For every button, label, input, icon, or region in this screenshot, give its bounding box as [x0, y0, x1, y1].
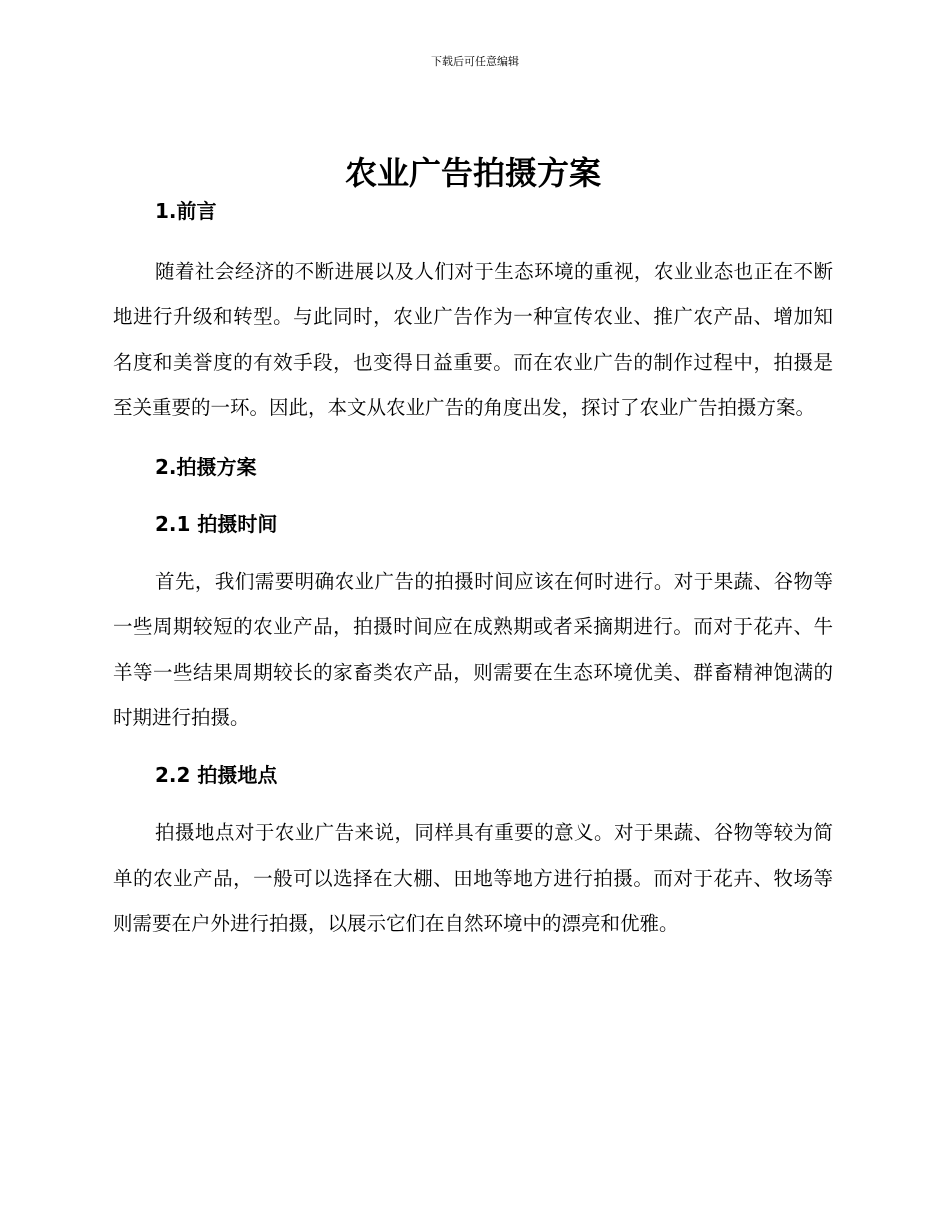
document-title: 农业广告拍摄方案: [344, 154, 601, 192]
section-heading-shooting-location: 2.2 拍摄地点: [155, 763, 278, 788]
page-header-note: 下载后可任意编辑: [431, 55, 519, 68]
section-paragraph-intro: 随着社会经济的不断进展以及人们对于生态环境的重视，农业业态也正在不断地进行升级和转型。与此同时，农业广告作为一种宣传农业、推广农产品、增加知名度和美誉度的有效手段，也变得日益重要。而在农业广告的制作过程中，拍摄是至关重要的一环。因此，本文从农业广告的角度出发，探讨了农业广告拍摄方案。: [113, 260, 833, 419]
section-heading-shooting-time: 2.1 拍摄时间: [155, 512, 278, 537]
section-paragraph-shooting-time: 首先，我们需要明确农业广告的拍摄时间应该在何时进行。对于果蔬、谷物等一些周期较短的农业产品，拍摄时间应在成熟期或者采摘期进行。而对于花卉、牛羊等一些结果周期较长的家畜类农产品，则需要在生态环境优美、群畜精神饱满的时期进行拍摄。: [113, 570, 833, 730]
document-body: [113, 150, 833, 946]
section-heading-plan: 2.拍摄方案: [155, 455, 257, 480]
section-paragraph-shooting-location: 拍摄地点对于农业广告来说，同样具有重要的意义。对于果蔬、谷物等较为简单的农业产品，一般可以选择在大棚、田地等地方进行拍摄。而对于花卉、牧场等则需要在户外进行拍摄，以展示它们在自然环境中的漂亮和优雅。: [113, 821, 833, 935]
section-heading-intro: 1.前言: [155, 199, 217, 223]
